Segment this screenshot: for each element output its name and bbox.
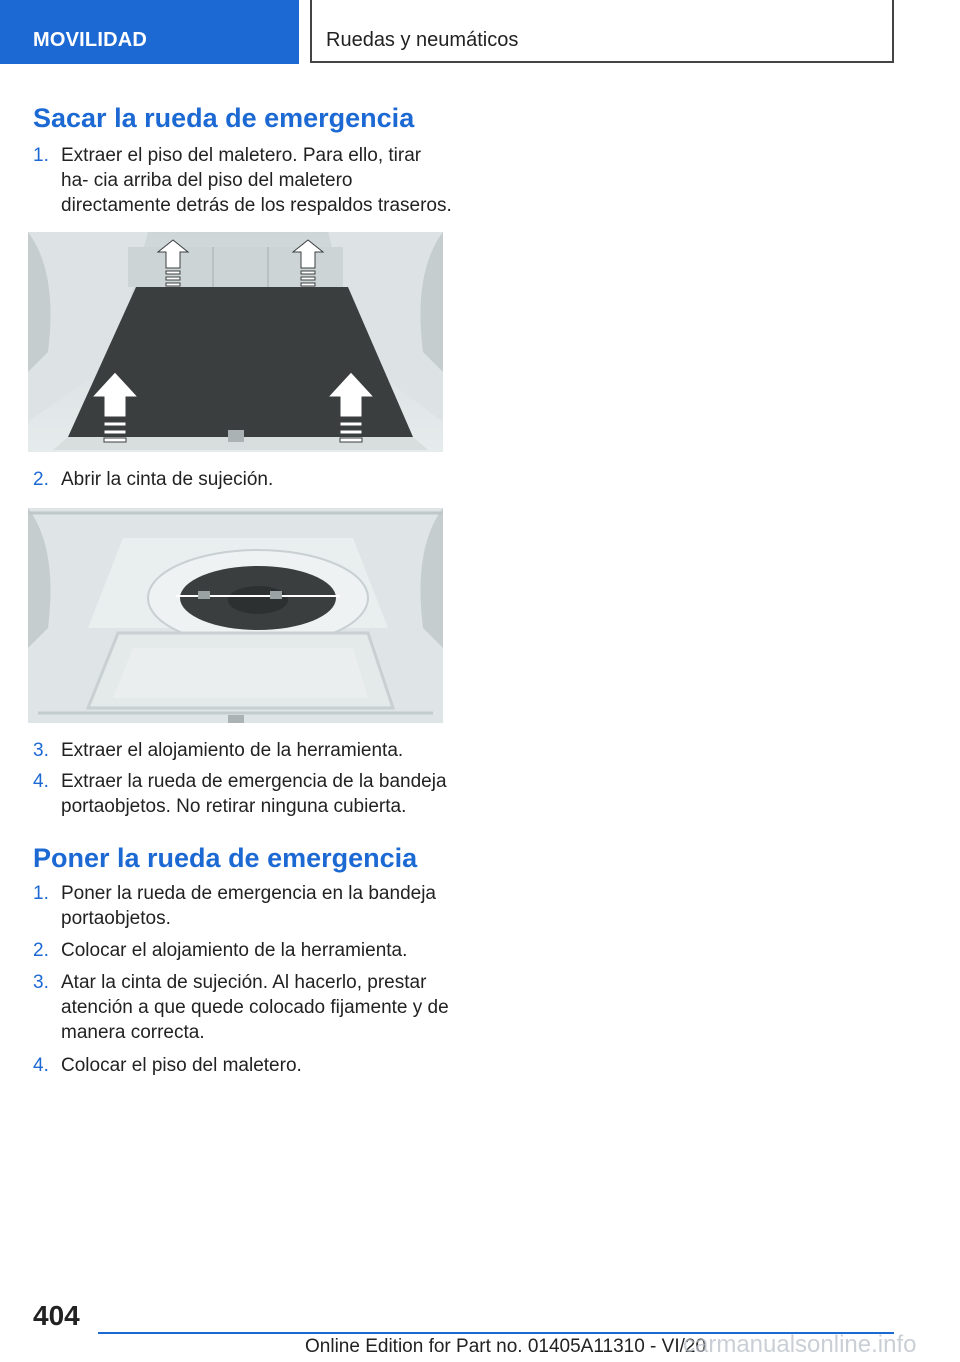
step-text: Poner la rueda de emergencia en la bandeja portaobjetos. <box>61 883 436 929</box>
step-text: Extraer el piso del maletero. Para ello, tirar ha- cia arriba del piso del maletero directamente detrás de los respaldos traseros. <box>61 145 452 216</box>
step-item <box>33 881 453 931</box>
step-number: 4. <box>33 771 49 792</box>
step-number: 1. <box>33 145 49 166</box>
step-number: 3. <box>33 972 49 993</box>
step-text: Extraer el alojamiento de la herramienta. <box>61 740 404 761</box>
step-item <box>33 938 453 963</box>
step-number: 4. <box>33 1055 49 1076</box>
page-number: 404 <box>33 1300 80 1331</box>
step-item <box>33 769 453 819</box>
chapter-header <box>310 0 894 63</box>
chapter-title: Ruedas y neumáticos <box>326 29 519 51</box>
step-text: Extraer la rueda de emergencia de la bandeja portaobjetos. No retirar ninguna cubierta. <box>61 771 447 817</box>
step-text: Colocar el alojamiento de la herramienta. <box>61 940 408 961</box>
heading-place-spare-wheel: Poner la rueda de emergencia <box>33 843 418 873</box>
edition-note: Online Edition for Part no. 01405A11310 - VI/20 <box>305 1336 707 1357</box>
section-tab <box>0 0 299 64</box>
watermark: carmanualsonline.info <box>683 1331 917 1358</box>
heading-remove-spare-wheel: Sacar la rueda de emergencia <box>33 103 415 133</box>
trunk-floor-illustration <box>28 232 443 452</box>
section-title: MOVILIDAD <box>33 29 148 51</box>
step-text: Abrir la cinta de sujeción. <box>61 469 274 490</box>
spare-wheel-well-illustration <box>28 508 443 723</box>
step-text: Colocar el piso del maletero. <box>61 1055 302 1076</box>
step-number: 2. <box>33 940 49 961</box>
step-item <box>33 467 453 492</box>
step-number: 3. <box>33 740 49 761</box>
step-number: 2. <box>33 469 49 490</box>
step-text: Atar la cinta de sujeción. Al hacerlo, prestar atención a que quede colocado fijamente y de manera correcta. <box>61 972 449 1043</box>
step-number: 1. <box>33 883 49 904</box>
step-item <box>33 1053 453 1078</box>
step-item <box>33 143 453 218</box>
step-item <box>33 738 453 763</box>
step-item <box>33 970 453 1045</box>
